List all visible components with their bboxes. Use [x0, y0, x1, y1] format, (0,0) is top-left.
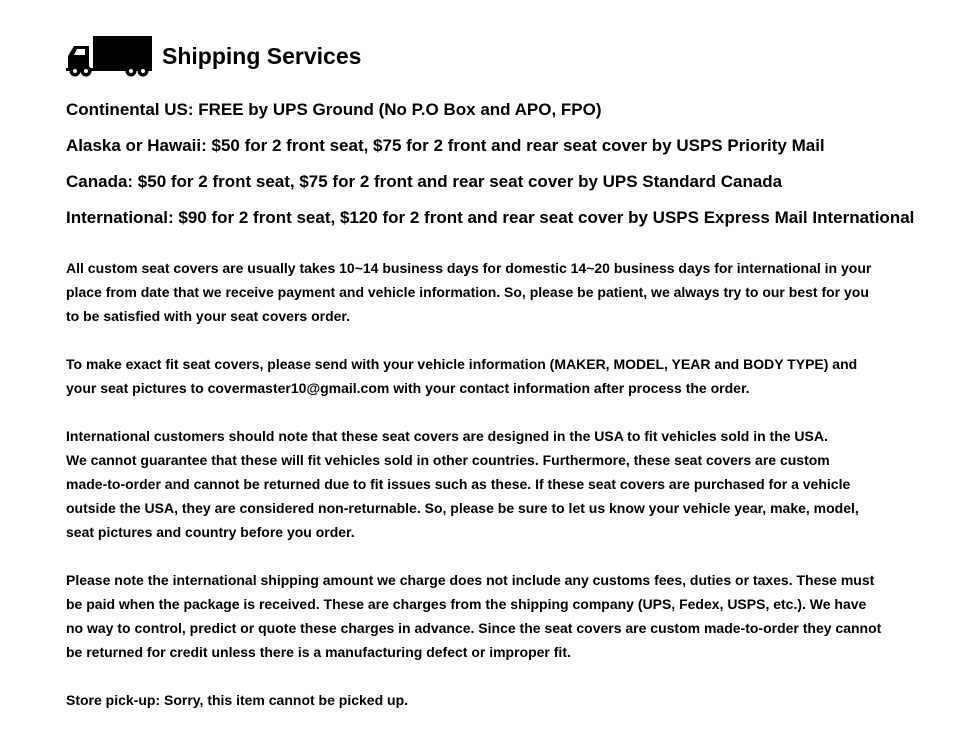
text-line: place from date that we receive payment and vehicle information. So, please be patient, we always try to our best for you	[66, 284, 869, 300]
shipping-header	[66, 35, 361, 77]
rate-canada: Canada: $50 for 2 front seat, $75 for 2 front and rear seat cover by UPS Standard Canada	[66, 172, 783, 191]
text-line: made-to-order and cannot be returned due to fit issues such as these. If these seat covers are purchased for a vehicle	[66, 476, 851, 492]
rate-continental-us: Continental US: FREE by UPS Ground (No P.O Box and APO, FPO)	[66, 100, 602, 119]
text-line: to be satisfied with your seat covers order.	[66, 308, 350, 324]
shipping-notes	[66, 256, 956, 736]
rate-alaska-hawaii: Alaska or Hawaii: $50 for 2 front seat, $75 for 2 front and rear seat cover by USPS Priority Mail	[66, 136, 825, 155]
processing-time-paragraph	[66, 256, 956, 328]
text-line: outside the USA, they are considered non-returnable. So, please be sure to let us know your vehicle year, make, model,	[66, 500, 859, 516]
text-line: Store pick-up: Sorry, this item cannot be picked up.	[66, 692, 409, 708]
text-line: All custom seat covers are usually takes 10~14 business days for domestic 14~20 business days for international in your	[66, 260, 872, 276]
text-line: To make exact fit seat covers, please send with your vehicle information (MAKER, MODEL, YEAR and BODY TYPE) and	[66, 356, 858, 372]
truck-icon	[66, 35, 152, 77]
text-line: International customers should note that these seat covers are designed in the USA to fit vehicles sold in the USA.	[66, 428, 828, 444]
text-line: your seat pictures to covermaster10@gmail.com with your contact information after process the order.	[66, 380, 750, 396]
text-line: be returned for credit unless there is a manufacturing defect or improper fit.	[66, 644, 571, 660]
customs-fees-paragraph	[66, 568, 956, 664]
shipping-rates-list	[66, 99, 967, 243]
text-line: be paid when the package is received. These are charges from the shipping company (UPS, Fedex, USPS, etc.). We have	[66, 596, 867, 612]
store-pickup-paragraph	[66, 688, 956, 712]
text-line: no way to control, predict or quote these charges in advance. Since the seat covers are custom made-to-order they cannot	[66, 620, 882, 636]
page-title: Shipping Services	[162, 42, 362, 69]
international-fit-paragraph	[66, 424, 956, 544]
text-line: seat pictures and country before you order.	[66, 524, 355, 540]
rate-international: International: $90 for 2 front seat, $120 for 2 front and rear seat cover by USPS Express Mail International	[66, 208, 915, 227]
vehicle-info-paragraph	[66, 352, 956, 400]
text-line: Please note the international shipping amount we charge does not include any customs fees, duties or taxes. These must	[66, 572, 875, 588]
text-line: We cannot guarantee that these will fit vehicles sold in other countries. Furthermore, these seat covers are custom	[66, 452, 830, 468]
